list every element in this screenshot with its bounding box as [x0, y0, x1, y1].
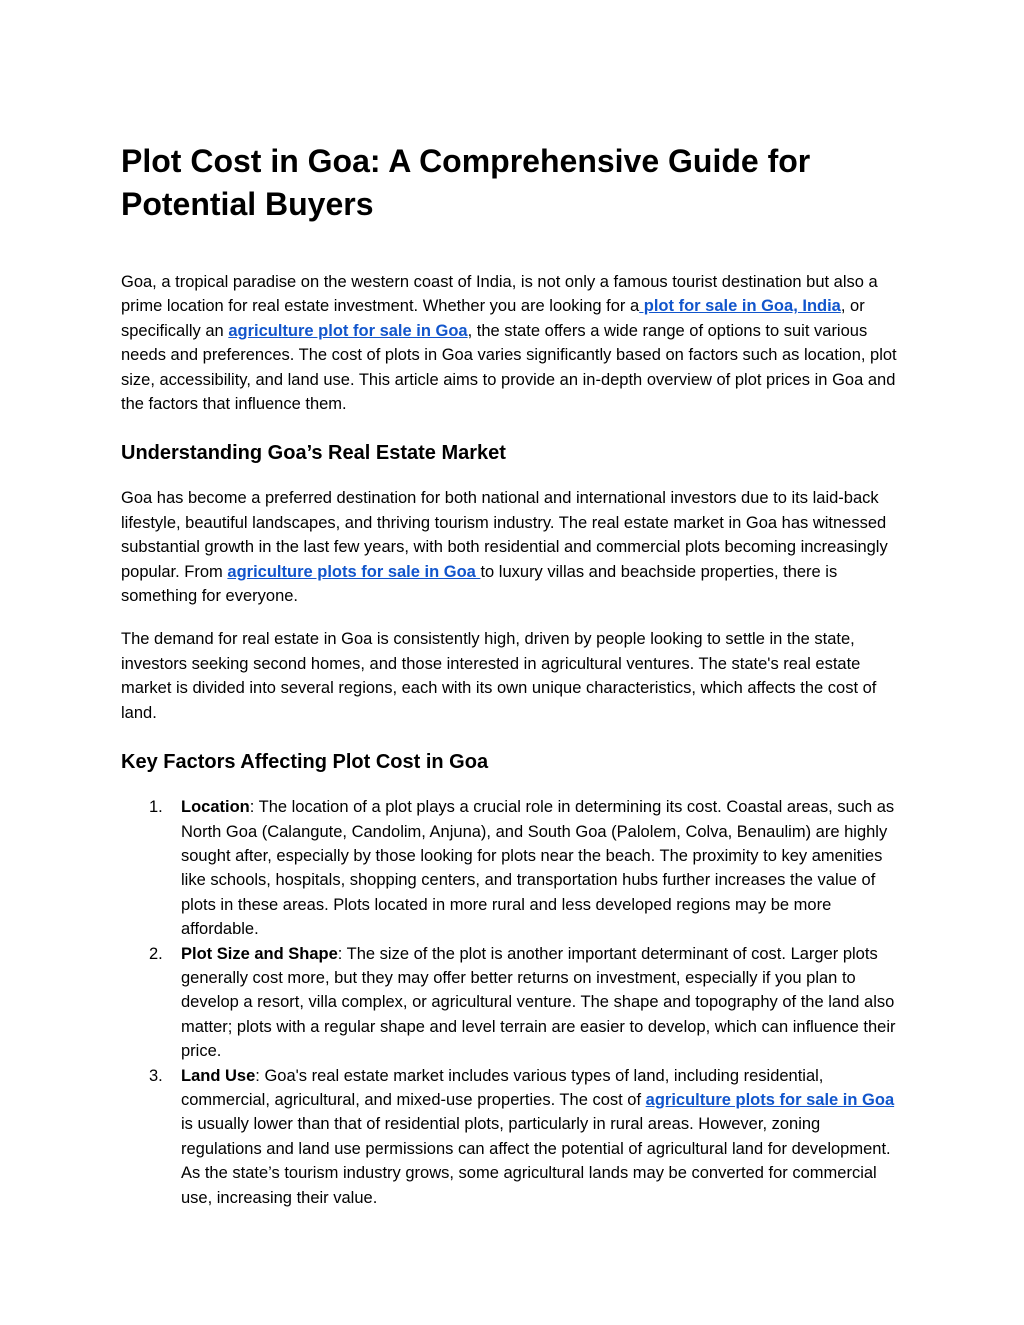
intro-text-2: , or specifically an [121, 297, 865, 340]
agriculture-plots-link[interactable]: agriculture plots for sale in Goa [645, 1090, 895, 1109]
intro-text-1: Goa, a tropical paradise on the western coast of India, is not only a famous tourist destination but also a prime location for real estate investment. Whether you are looking for a [121, 273, 878, 316]
agriculture-plot-link[interactable]: agriculture plot for sale in Goa [228, 321, 468, 340]
list-number: 2. [149, 944, 163, 963]
list-item-text-2: is usually lower than that of residential plots, particularly in rural areas. However, zoning regulations and land use permissions can affect the potential of agricultural land for development. As the state’s tourism industry grows, some agricultural lands may be converted for commercial use, increasing their value. [181, 1115, 891, 1207]
list-item-text: : The location of a plot plays a crucial role in determining its cost. Coastal areas, such as North Goa (Calangute, Candolim, Anjuna), and South Goa (Palolem, Colva, Benaulim) are highly sought after, especially by those looking for plots near the beach. The proximity to key amenities like schools, hospitals, shopping centers, and transportation hubs further increases the value of plots in these areas. Plots located in more rural and less developed regions may be more affordable. [181, 798, 895, 939]
list-number: 1. [149, 798, 163, 817]
list-item-label: Land Use [181, 1066, 256, 1085]
list-item-label: Location [181, 798, 250, 817]
list-item-label: Plot Size and Shape [181, 944, 338, 963]
list-item-text: : The size of the plot is another important determinant of cost. Larger plots generally cost more, but they may offer better returns on investment, especially if you plan to develop a resort, villa complex, or agricultural venture. The shape and topography of the land also matter; plots with a regular shape and level terrain are easier to develop, which can influence their price. [181, 944, 896, 1061]
section-heading-market: Understanding Goa’s Real Estate Market [121, 442, 506, 465]
intro-paragraph [121, 270, 901, 416]
factors-list [121, 795, 901, 1210]
section-heading-factors: Key Factors Affecting Plot Cost in Goa [121, 751, 489, 774]
list-item-plot-size [121, 942, 901, 1064]
page-title: Plot Cost in Goa: A Comprehensive Guide for Potential Buyers [121, 143, 811, 222]
list-number: 3. [149, 1066, 163, 1085]
list-item-land-use [121, 1064, 901, 1210]
list-item-location [121, 795, 901, 941]
market-text-1: Goa has become a preferred destination for both national and international investors due to its laid-back lifestyle, beautiful landscapes, and thriving tourism industry. The real estate market in Goa has witnessed substantial growth in the last few years, with both residential and commercial plots becoming increasingly popular. From [121, 489, 888, 581]
market-paragraph-1 [121, 486, 901, 608]
market-text-2: to luxury villas and beachside properties, there is something for everyone. [121, 562, 838, 606]
list-item-text: : Goa's real estate market includes various types of land, including residential, commercial, agricultural, and mixed-use properties. The cost of [181, 1066, 824, 1109]
document-page [121, 140, 901, 1210]
market-paragraph-2: The demand for real estate in Goa is consistently high, driven by people looking to settle in the state, investors seeking second homes, and those interested in agricultural ventures. The state's real estate market is divided into several regions, each with its own unique characteristics, which affects the cost of land. [121, 630, 877, 722]
agriculture-plots-link[interactable]: agriculture plots for sale in Goa [227, 562, 481, 581]
intro-text-3: , the state offers a wide range of options to suit various needs and preferences. The cost of plots in Goa varies significantly based on factors such as location, plot size, accessibility, and land use. This article aims to provide an in-depth overview of plot prices in Goa and the factors that influence them. [121, 321, 897, 414]
plot-for-sale-link[interactable]: plot for sale in Goa, India [639, 297, 841, 316]
